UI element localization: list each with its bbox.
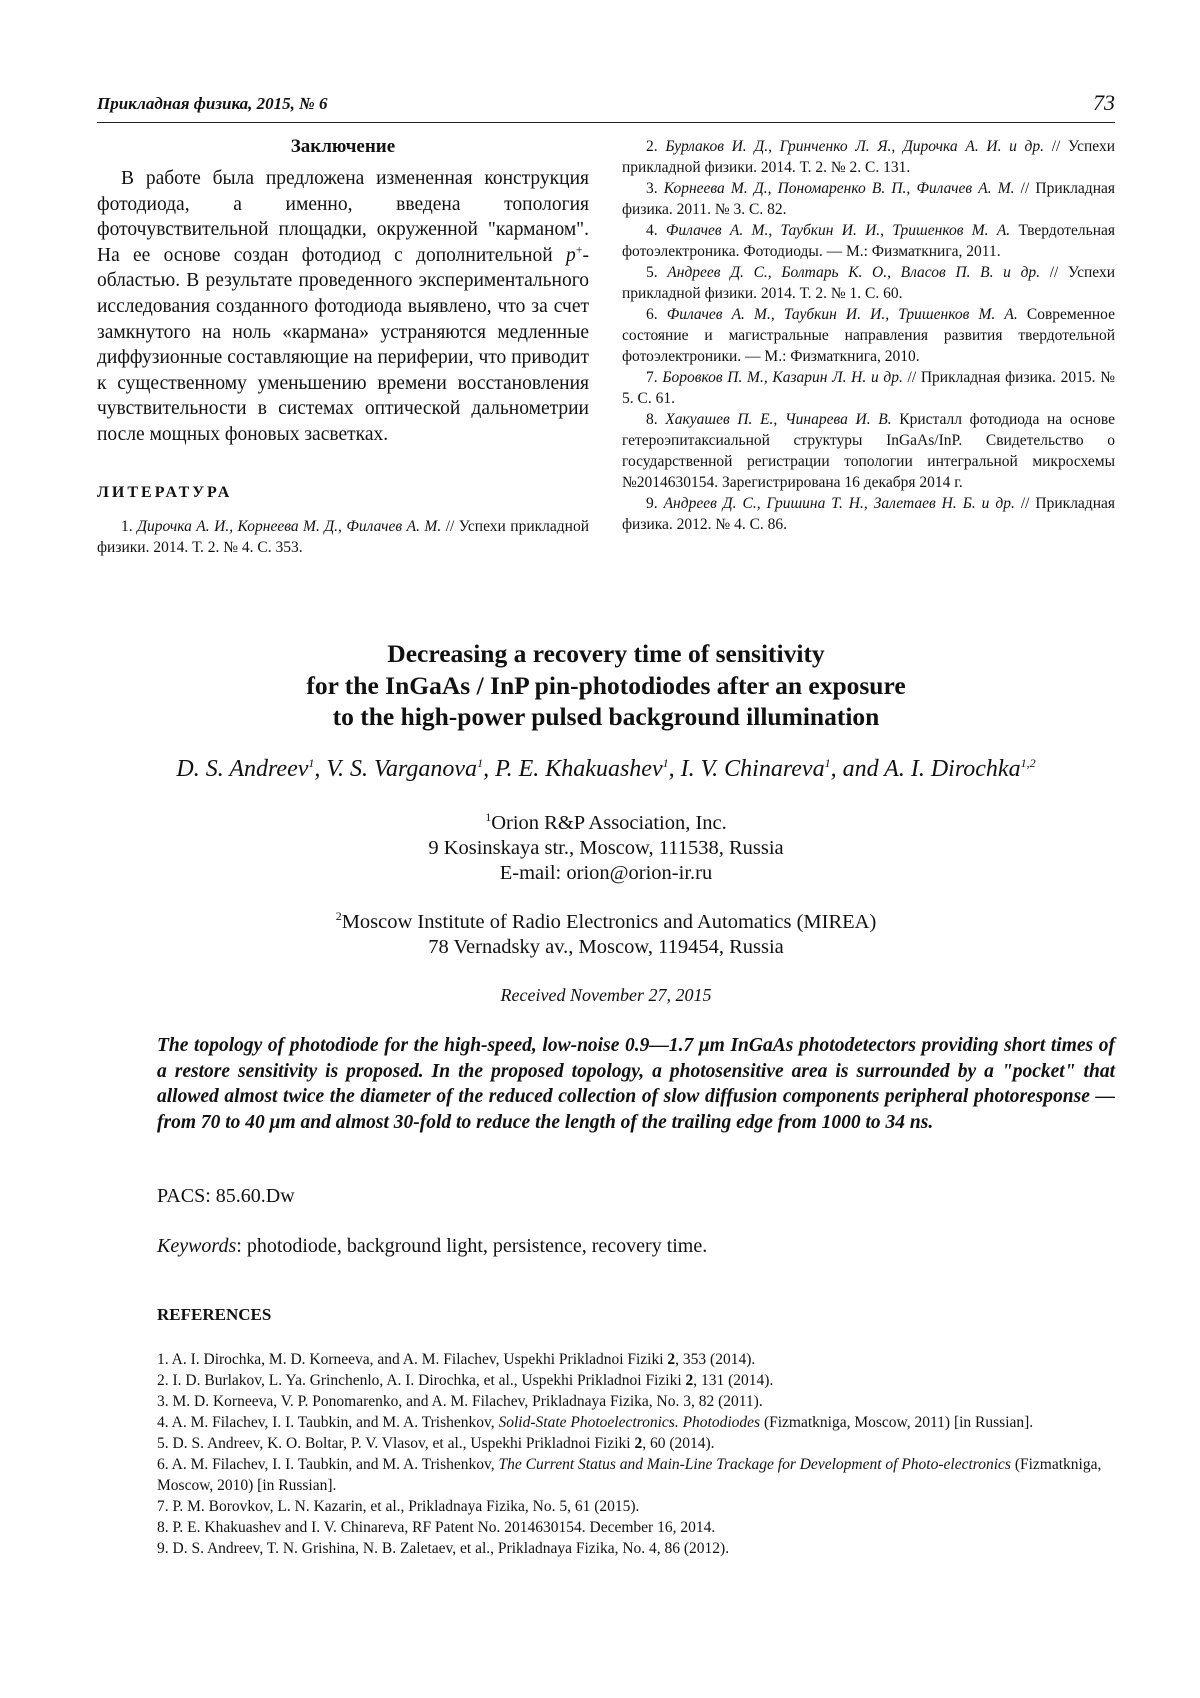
reference-text: 3. M. D. Korneeva, V. P. Ponomarenko, and A. M. Filachev, Prikladnaya Fizika, No. 3, 82 (2011). bbox=[157, 1393, 763, 1410]
lit-ref-5 bbox=[622, 262, 1115, 304]
reference-item bbox=[157, 1412, 1115, 1433]
author-separator: , bbox=[668, 756, 681, 782]
keywords bbox=[157, 1235, 707, 1258]
lit-ref-source: Кристалл фотодиода на основе гетероэпитаксиальной структуры InGaAs/InP. Свидетельство о государственной регистрации топологии интегральной микросхемы №2014630154. Зарегистрирована 16 декабря 2014 г. bbox=[622, 411, 1115, 491]
reference-text: 4. A. M. Filachev, I. I. Taubkin, and M. A. Trishenkov, bbox=[157, 1414, 499, 1431]
affiliation-1-sup: 1 bbox=[485, 810, 492, 825]
pacs-code: PACS: 85.60.Dw bbox=[157, 1185, 295, 1207]
conclusion-text-part2: -областью. В результате проведенного экспериментального исследования созданного фотодиода выявлено, что за счет замкнутого на ноль «кармана» устраняются медленные диффузионные составляющие на периферии, что приводит к существенному уменьшению времени восстановления чувствительности в системах оптической дальнометрии после мощных фоновых засветках. bbox=[97, 244, 589, 445]
reference-tail: , 60 (2014). bbox=[642, 1435, 715, 1452]
reference-tail: , 131 (2014). bbox=[693, 1372, 774, 1389]
lit-ref-num: 9. bbox=[646, 495, 658, 512]
lit-ref-authors: Хакуашев П. Е., Чинарева И. В. bbox=[665, 411, 892, 428]
conclusion-text bbox=[97, 166, 589, 448]
lit-ref-source: // Успехи прикладной физики. 2014. Т. 2. № 2. С. 131. bbox=[622, 138, 1115, 176]
reference-book-title: The Current Status and Main-Line Trackage for Development of Photo-electronics bbox=[498, 1456, 1011, 1473]
references-title: REFERENCES bbox=[157, 1305, 272, 1324]
affiliation-1 bbox=[97, 811, 1115, 886]
lit-ref-authors: Дирочка А. И., Корнеева М. Д., Филачев А. М. bbox=[137, 517, 442, 535]
references-list bbox=[157, 1349, 1115, 1559]
reference-text: 7. P. M. Borovkov, L. N. Kazarin, et al., Prikladnaya Fizika, No. 5, 61 (2015). bbox=[157, 1498, 640, 1515]
author-affil-sup: 1,2 bbox=[1020, 756, 1036, 770]
reference-tail: (Fizmatkniga, Moscow, 2010) [in Russian]. bbox=[157, 1456, 1102, 1494]
reference-item bbox=[157, 1349, 1115, 1370]
lit-ref-num: 8. bbox=[646, 411, 658, 428]
lit-ref-source: // Успехи прикладной физики. 2014. Т. 2. № 4. С. 353. bbox=[97, 517, 589, 556]
reference-text: 8. P. E. Khakuashev and I. V. Chinareva, RF Patent No. 2014630154. December 16, 2014. bbox=[157, 1519, 716, 1536]
lit-ref-source: // Прикладная физика. 2012. № 4. С. 86. bbox=[622, 495, 1115, 533]
lit-ref-6 bbox=[622, 304, 1115, 367]
lit-ref-authors: Андреев Д. С., Гришина Т. Н., Залетаев Н. Б. и др. bbox=[663, 495, 1015, 512]
title-line-3: to the high-power pulsed background illumination bbox=[332, 702, 880, 731]
lit-ref-source: // Прикладная физика. 2015. № 5. С. 61. bbox=[622, 369, 1115, 407]
reference-volume: 2 bbox=[667, 1351, 676, 1368]
author bbox=[326, 756, 495, 782]
title-line-1: Decreasing a recovery time of sensitivity bbox=[387, 639, 825, 668]
author-name: V. S. Varganova bbox=[326, 756, 478, 782]
lit-ref-num: 2. bbox=[646, 138, 658, 155]
author bbox=[176, 756, 326, 782]
lit-ref-authors: Филачев А. М., Таубкин И. И., Тришенков М. А. bbox=[666, 306, 1018, 323]
lit-ref-1 bbox=[97, 516, 589, 558]
reference-text: 9. D. S. Andreev, T. N. Grishina, N. B. Zaletaev, et al., Prikladnaya Fizika, No. 4, 86 (2012). bbox=[157, 1540, 730, 1557]
reference-item bbox=[157, 1496, 1115, 1517]
lit-ref-num: 3. bbox=[646, 180, 658, 197]
affiliation-2-name bbox=[97, 910, 1115, 935]
reference-tail: (Fizmatkniga, Moscow, 2011) [in Russian]. bbox=[760, 1414, 1034, 1431]
title-line-2: for the InGaAs / InP pin-photodiodes after an exposure bbox=[306, 670, 906, 700]
lit-ref-2 bbox=[622, 136, 1115, 178]
conclusion-var-p: p bbox=[565, 244, 576, 266]
author-name: I. V. Chinareva bbox=[680, 756, 825, 782]
lit-ref-authors: Бурлаков И. Д., Гринченко Л. Я., Дирочка А. И. и др. bbox=[665, 138, 1045, 155]
author-affil-sup: 1 bbox=[477, 756, 484, 770]
lit-ref-4 bbox=[622, 220, 1115, 262]
lit-ref-num: 5. bbox=[646, 264, 658, 281]
reference-book-title: Solid-State Photoelectronics. Photodiodes bbox=[498, 1414, 761, 1431]
affiliation-1-email: E-mail: orion@orion-ir.ru bbox=[499, 862, 713, 884]
affiliation-1-name bbox=[97, 811, 1115, 836]
keywords-label: Keywords bbox=[157, 1235, 237, 1257]
reference-item bbox=[157, 1454, 1115, 1496]
reference-volume: 2 bbox=[634, 1435, 643, 1452]
lit-ref-authors: Андреев Д. С., Болтарь К. О., Власов П. В. и др. bbox=[667, 264, 1041, 281]
keywords-text: : photodiode, background light, persistence, recovery time. bbox=[236, 1235, 708, 1257]
lit-ref-authors: Корнеева М. Д., Пономаренко В. П., Филачев А. М. bbox=[663, 180, 1015, 197]
author-separator: , bbox=[483, 756, 496, 782]
reference-item bbox=[157, 1433, 1115, 1454]
author-affil-sup: 1 bbox=[308, 756, 315, 770]
author-name: P. E. Khakuashev bbox=[495, 756, 663, 782]
reference-volume: 2 bbox=[685, 1372, 694, 1389]
reference-item bbox=[157, 1538, 1115, 1559]
author bbox=[884, 756, 1035, 782]
lit-ref-num: 4. bbox=[646, 222, 658, 239]
article-title bbox=[97, 638, 1115, 733]
affiliation-2-address: 78 Vernadsky av., Moscow, 119454, Russia bbox=[428, 936, 784, 958]
author-list bbox=[97, 756, 1115, 783]
affiliation-1-org: Orion R&P Association, Inc. bbox=[491, 812, 727, 834]
literature-title: ЛИТЕРАТУРА bbox=[97, 483, 233, 501]
journal-name: Прикладная физика, 2015, № 6 bbox=[97, 94, 328, 113]
author-separator: , bbox=[314, 756, 327, 782]
author-name: D. S. Andreev bbox=[176, 756, 309, 782]
author-name: A. I. Dirochka bbox=[884, 756, 1021, 782]
lit-ref-num: 6. bbox=[646, 306, 658, 323]
reference-text: 6. A. M. Filachev, I. I. Taubkin, and M. A. Trishenkov, bbox=[157, 1456, 499, 1473]
author-affil-sup: 1 bbox=[824, 756, 831, 770]
page-number: 73 bbox=[1093, 90, 1115, 115]
left-column bbox=[97, 136, 589, 558]
reference-item bbox=[157, 1370, 1115, 1391]
affiliation-1-address: 9 Kosinskaya str., Moscow, 111538, Russia bbox=[428, 837, 784, 859]
lit-ref-source: // Успехи прикладной физики. 2014. Т. 2. № 1. С. 60. bbox=[622, 264, 1116, 302]
affiliation-2-sup: 2 bbox=[335, 909, 342, 924]
author bbox=[681, 756, 885, 782]
affiliation-2-org: Moscow Institute of Radio Electronics and Automatics (MIREA) bbox=[341, 911, 877, 933]
reference-item bbox=[157, 1391, 1115, 1412]
reference-text: 5. D. S. Andreev, K. O. Boltar, P. V. Vlasov, et al., Uspekhi Prikladnoi Fiziki bbox=[157, 1435, 635, 1452]
lit-ref-source: Твердотельная фотоэлектроника. Фотодиоды. — М.: Физматкнига, 2011. bbox=[622, 222, 1115, 260]
reference-item bbox=[157, 1517, 1115, 1538]
lit-ref-9 bbox=[622, 493, 1115, 535]
running-header bbox=[97, 92, 1115, 123]
lit-ref-3 bbox=[622, 178, 1115, 220]
lit-ref-source: // Прикладная физика. 2011. № 3. С. 82. bbox=[622, 180, 1116, 218]
reference-text: 1. A. I. Dirochka, M. D. Korneeva, and A. M. Filachev, Uspekhi Prikladnoi Fiziki bbox=[157, 1351, 668, 1368]
lit-ref-authors: Боровков П. М., Казарин Л. Н. и др. bbox=[662, 369, 903, 386]
right-column bbox=[622, 136, 1115, 535]
conclusion-text-part1: В работе была предложена измененная конструкция фотодиода, а именно, введена топология фоточувствительной площадки, окруженной "карманом". На ее основе создан фотодиод с дополнительной bbox=[97, 168, 589, 266]
conclusion-var-sup: + bbox=[575, 242, 583, 257]
abstract: The topology of photodiode for the high-speed, low-noise 0.9—1.7 μm InGaAs photodetectors providing short times of a restore sensitivity is proposed. In the proposed topology, a photosensitive area is surrounded by a "pocket" that allowed almost twice the diameter of the reduced collection of slow diffusion components peripheral photoresponse — from 70 to 40 μm and almost 30-fold to reduce the length of the trailing edge from 1000 to 34 ns. bbox=[157, 1035, 1115, 1133]
lit-ref-8 bbox=[622, 409, 1115, 493]
lit-ref-num: 7. bbox=[646, 369, 658, 386]
reference-text: 2. I. D. Burlakov, L. Ya. Grinchenlo, A. I. Dirochka, et al., Uspekhi Prikladnoi Fiziki bbox=[157, 1372, 686, 1389]
author-affil-sup: 1 bbox=[662, 756, 669, 770]
author bbox=[495, 756, 681, 782]
reference-tail: , 353 (2014). bbox=[675, 1351, 756, 1368]
affiliation-2 bbox=[97, 910, 1115, 960]
received-date: Received November 27, 2015 bbox=[500, 985, 712, 1005]
author-separator: , and bbox=[830, 756, 885, 782]
lit-ref-authors: Филачев А. М., Таубкин И. И., Тришенков М. А. bbox=[665, 222, 1011, 239]
lit-ref-num: 1. bbox=[121, 517, 133, 535]
conclusion-title: Заключение bbox=[290, 136, 396, 157]
lit-ref-source: Современное состояние и магистральные направления развития твердотельной фотоэлектроники. — М.: Физматкнига, 2010. bbox=[622, 306, 1115, 365]
lit-ref-7 bbox=[622, 367, 1115, 409]
